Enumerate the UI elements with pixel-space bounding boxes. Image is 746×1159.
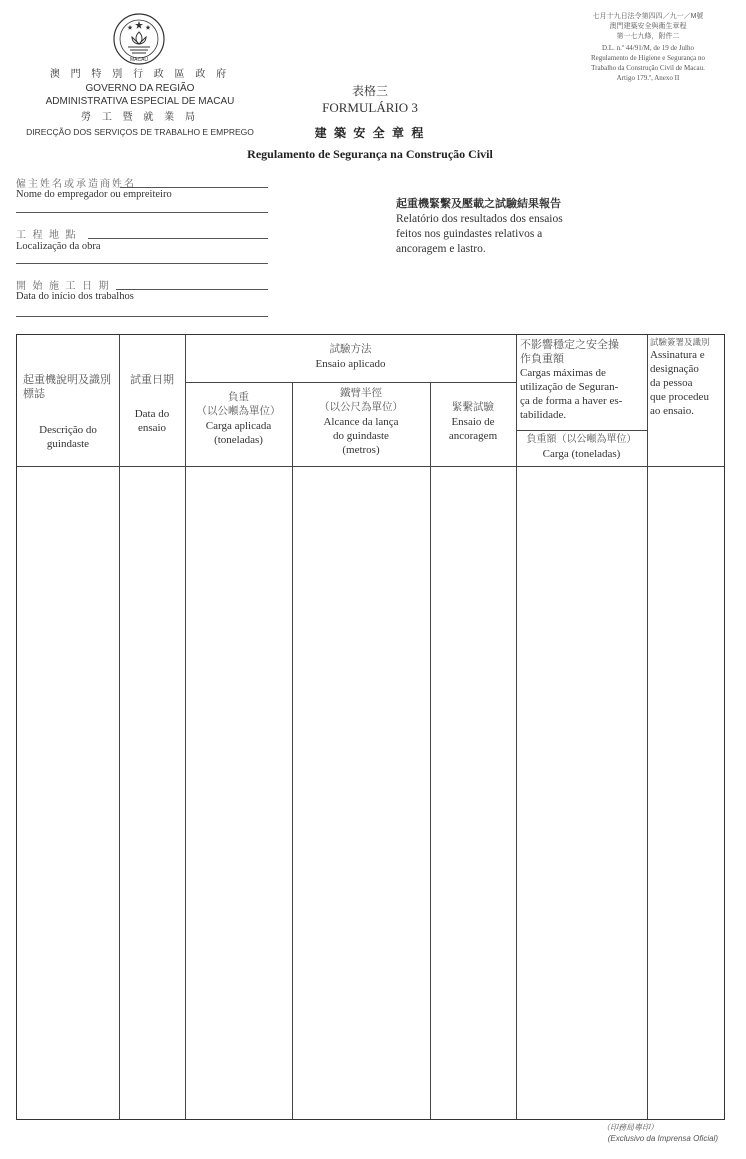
header-crane-description: 起重機說明及識別標誌 xyxy=(23,374,111,400)
location-input-line[interactable] xyxy=(16,263,268,264)
printer-note-cn: （印務局專印） xyxy=(602,1123,658,1132)
column-divider xyxy=(647,335,648,1119)
crane-test-results-table xyxy=(16,334,725,1120)
header-test-date: 試重日期 xyxy=(130,374,174,386)
department-name-pt: DIRECÇÃO DOS SERVIÇOS DE TRABALHO E EMPREGO xyxy=(26,127,254,137)
government-name-cn: 澳 門 特 別 行 政 區 政 府 xyxy=(49,69,231,80)
regulation-title-cn: 建 築 安 全 章 程 xyxy=(314,126,426,140)
report-title-pt-3: ancoragem e lastro. xyxy=(396,243,486,255)
employer-input-line[interactable] xyxy=(16,212,268,213)
government-name-pt-2: ADMINISTRATIVA ESPECIAL DE MACAU xyxy=(45,96,235,107)
start-date-line-1 xyxy=(116,289,268,290)
emblem-label: MACAU xyxy=(129,57,149,63)
header-test-method: 試驗方法 Ensaio aplicado xyxy=(315,344,386,370)
department-name-cn: 勞 工 暨 就 業 局 xyxy=(81,112,199,123)
location-label-pt: Localização da obra xyxy=(16,241,101,252)
legal-ref-line-2: 澳門建築安全與衛生章程 xyxy=(609,23,687,30)
start-date-label-pt: Data do início dos trabalhos xyxy=(16,291,134,302)
report-title-cn: 起重機緊繫及壓載之試驗結果報告 xyxy=(396,198,561,210)
legal-ref-line-1: 七月十九日法令第四四／九一／M號 xyxy=(592,13,704,20)
header-max-safe-load: 不影響穩定之安全操 作負重額 Cargas máximas de utilização de Seguran- ça de forma a haver es- tabilidade. xyxy=(520,339,623,421)
header-applied-load: 負重 （以公噸為單位） Carga aplicada (toneladas) xyxy=(196,392,281,446)
header-bottom-divider xyxy=(17,466,724,467)
employer-line-1 xyxy=(120,187,268,188)
printer-note xyxy=(602,1122,718,1144)
employer-label-pt: Nome do empregador ou empreiteiro xyxy=(16,189,172,200)
column-divider xyxy=(292,382,293,1119)
form-number-cn: 表格三 xyxy=(351,84,388,98)
government-name-pt-1: GOVERNO DA REGIÃO xyxy=(85,83,195,94)
report-title-pt-1: Relatório dos resultados dos ensaios xyxy=(396,213,563,225)
start-date-label-cn: 開 始 施 工 日 期 xyxy=(16,281,111,292)
regulation-title-pt: Regulamento de Segurança na Construção Civil xyxy=(247,147,493,161)
legal-ref-line-7: Artigo 179.º, Anexo II xyxy=(616,74,680,82)
header-signature: 試驗簽署及識別 Assinatura e designação da pessoa que procedeu ao ensaio. xyxy=(650,337,710,417)
form-number-pt: FORMULÁRIO 3 xyxy=(322,100,418,115)
header-jib-radius: 鐵臂半徑 （以公尺為單位） Alcance da lança do guindaste (metros) xyxy=(319,388,403,456)
column-divider xyxy=(119,335,120,1119)
legal-ref-line-6: Trabalho da Construção Civil de Macau. xyxy=(591,64,705,72)
legal-ref-line-5: Regulamento de Higiene e Segurança no xyxy=(590,54,706,62)
legal-ref-line-4: D.L. n.º 44/91/M, de 19 de Julho xyxy=(602,44,694,52)
start-date-input-line[interactable] xyxy=(16,316,268,317)
header-crane-description-pt: Descrição do guindaste xyxy=(39,424,97,450)
column-divider xyxy=(430,382,431,1119)
report-title-pt-2: feitos nos guindastes relativos a xyxy=(396,228,543,240)
legal-ref-line-3: 第一七九條，附件二 xyxy=(616,33,680,40)
column-divider xyxy=(185,335,186,1119)
header-anchorage-test: 緊繫試驗 Ensaio de ancoragem xyxy=(448,402,498,442)
macau-emblem-icon xyxy=(112,12,166,66)
location-label-cn: 工 程 地 點 xyxy=(16,230,78,241)
header-max-load-tonnes: 負重額（以公噸為單位） Carga (toneladas) xyxy=(526,434,637,460)
employer-label-cn: 僱主姓名或承造商姓名 xyxy=(16,179,136,190)
header-test-date-pt: Data do ensaio xyxy=(134,408,170,434)
group-header-divider xyxy=(185,382,516,383)
printer-note-pt: (Exclusivo da Imprensa Oficial) xyxy=(607,1134,718,1143)
load-subheader-divider xyxy=(516,430,647,431)
location-line-1 xyxy=(88,238,268,239)
